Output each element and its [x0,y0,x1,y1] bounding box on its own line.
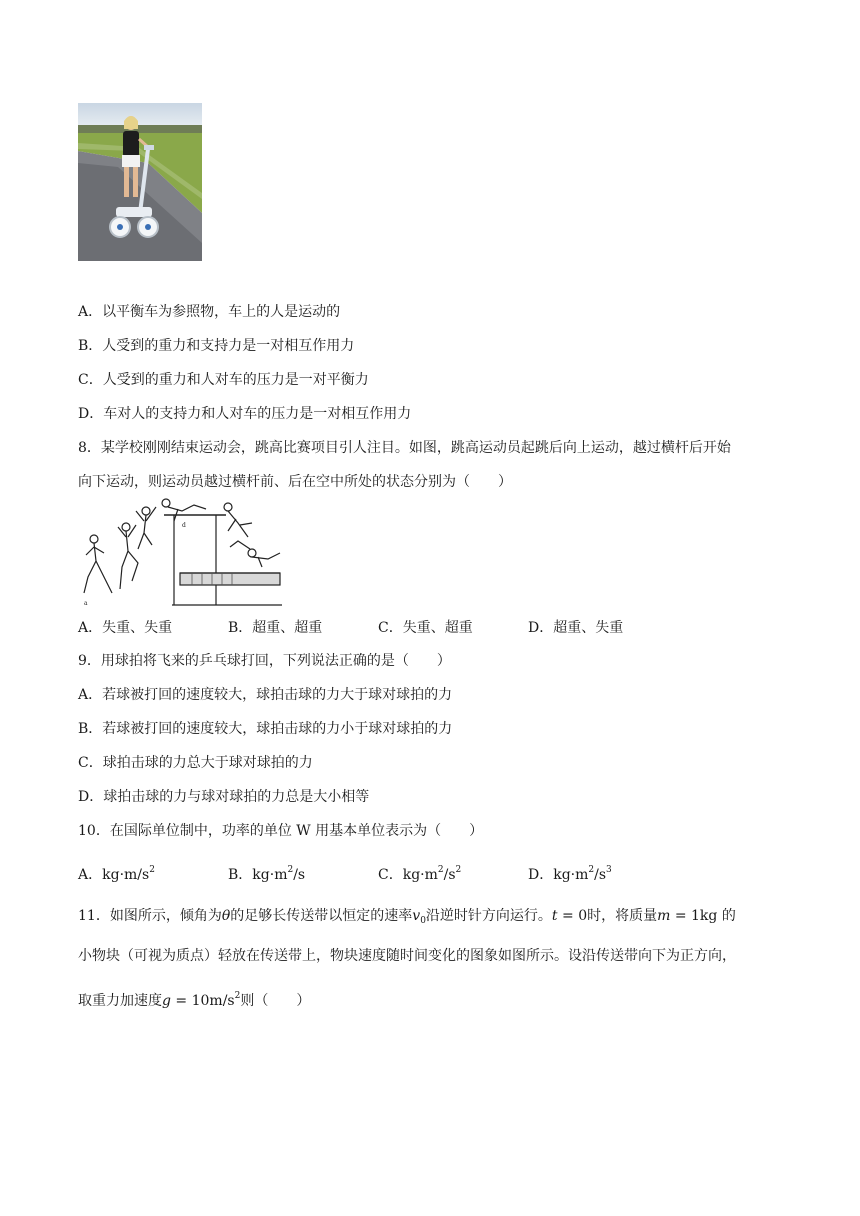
q11-stem-line3: 取重力加速度$g = 10m/s^2$则（ ） [78,991,311,1009]
q8-stem-line2: 向下运动，则运动员越过横杆前、后在空中所处的状态分别为（ ） [78,474,512,490]
q7-option-c: C．人受到的重力和人对车的压力是一对平衡力 [78,372,369,388]
q10-option-a: A．$kg\cdot m/s^2$ [78,865,155,883]
q10-option-d: D．$kg\cdot m^2/s^3$ [528,865,612,883]
q11-stem-line2: 小物块（可视为质点）轻放在传送带上，物块速度随时间变化的图象如图所示。设沿传送带向下为正方向， [78,948,736,964]
q9-option-b: B．若球被打回的速度较大，球拍击球的力小于球对球拍的力 [78,721,453,737]
q9-option-a: A．若球被打回的速度较大，球拍击球的力大于球对球拍的力 [78,687,453,703]
q8-option-c: C．失重、超重 [378,620,473,636]
q8-option-d: D．超重、失重 [528,620,624,636]
q9-option-d: D．球拍击球的力与球对球拍的力总是大小相等 [78,789,370,805]
q8-option-b: B．超重、超重 [228,620,323,636]
q7-option-d: D．车对人的支持力和人对车的压力是一对相互作用力 [78,406,412,422]
q7-option-a: A．以平衡车为参照物，车上的人是运动的 [78,304,341,320]
balance-scooter-photo [78,103,202,261]
q10-option-b: B．$kg\cdot m^2/s$ [228,865,306,883]
svg-text:d: d [182,522,186,529]
q9-stem: 9．用球拍将飞来的乒乓球打回，下列说法正确的是（ ） [78,653,451,669]
q8-option-a: A．失重、失重 [78,620,173,636]
q10-option-c: C．$kg\cdot m^2/s^2$ [378,865,462,883]
q8-stem-line1: 8．某学校刚刚结束运动会，跳高比赛项目引人注目。如图，跳高运动员起跳后向上运动，越过横杆后开始 [78,440,731,456]
q10-stem: 10．在国际单位制中，功率的单位 W 用基本单位表示为（ ） [78,823,484,839]
high-jump-diagram [82,497,288,610]
q7-option-b: B．人受到的重力和支持力是一对相互作用力 [78,338,355,354]
svg-text:a: a [84,600,88,607]
q9-option-c: C．球拍击球的力总大于球对球拍的力 [78,755,313,771]
q11-stem-line1: 11．如图所示，倾角为θ的足够长传送带以恒定的速率$v_0$沿逆时针方向运行。t = 0时，将质量m = 1kg 的 [78,908,736,926]
